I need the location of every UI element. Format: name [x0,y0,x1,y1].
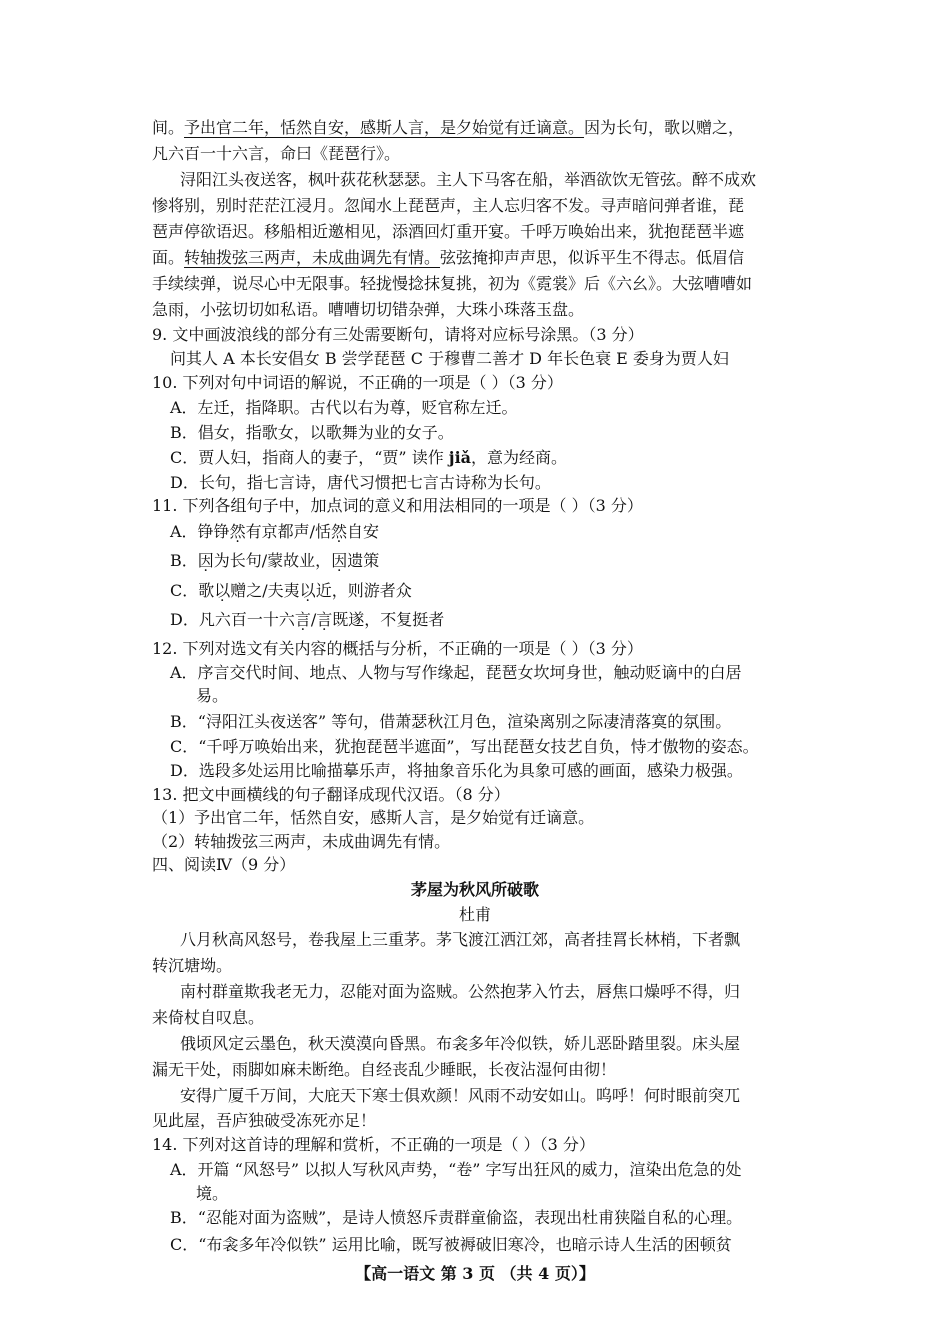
question-12-option-c: C．“千呼万唤始出来，犹抱琵琶半遮面”，写出琵琶女技艺自负，恃才傲物的姿态。 [170,737,759,756]
passage-line-8: 急雨，小弦切切如私语。嘈嘈切切错杂弹，大珠小珠落玉盘。 [152,300,585,319]
option-text: 近，则游者众 [315,581,412,600]
poem-line: 漏无干处，雨脚如麻未断绝。自经丧乱少睡眠，长夜沾湿何由彻！ [152,1060,617,1079]
passage-line-7: 手续续弹，说尽心中无限事。轻拢慢捻抹复挑，初为《霓裳》后《六幺》。大弦嘈嘈如 [152,274,753,293]
option-text: 赠之/夫夷 [230,581,300,600]
passage-line-2: 凡六百一十六言，命曰《琵琶行》。 [152,144,401,163]
question-10-option-a: A．左迁，指降职。古代以右为尊，贬官称左迁。 [170,398,518,417]
question-13-sentence-1: （1）予出官二年，恬然自安，感斯人言，是夕始觉有迁谪意。 [152,808,595,827]
poem-line: 安得广厦千万间，大庇天下寒士俱欢颜！风雨不动安如山。呜呼！何时眼前突兀 [180,1086,741,1105]
question-9-segmented-line: 问其人 A 本长安倡女 B 尝学琵琶 C 于穆曹二善才 D 年长色衰 E 委身为贾人妇 [170,349,729,368]
option-text: D．凡六百一十六 [170,610,295,629]
question-11-option-b [170,549,379,573]
question-10-stem: 10. 下列对句中词语的解说，不正确的一项是（ ）（3 分） [152,373,563,392]
passage-line-5: 琶声停欲语迟。移船相近邀相见，添酒回灯重开宴。千呼万唤始出来，犹抱琵琶半遮 [152,222,745,241]
passage-text: 弦弦掩抑声声思，似诉平生不得志。低眉信 [440,248,745,267]
poem-line: 俄顷风定云墨色，秋天漠漠向昏黑。布衾多年冷似铁，娇儿恶卧踏里裂。床头屋 [180,1034,741,1053]
poem-author: 杜甫 [458,905,491,924]
question-14-option-a-cont: 境。 [196,1184,229,1203]
passage-line-4: 惨将别，别时茫茫江浸月。忽闻水上琵琶声，主人忘归客不发。寻声暗问弹者谁，琵 [152,196,745,215]
poem-line: 转沉塘坳。 [152,956,233,975]
passage-line-1 [152,116,744,140]
question-11-stem: 11. 下列各组句子中，加点词的意义和用法相同的一项是（ ）（3 分） [152,496,643,515]
dotted-word: 以 [214,581,231,600]
pinyin: jiǎ [448,448,472,467]
question-10-option-c [170,446,567,470]
passage-text: 间。 [152,118,185,137]
poem-line: 南村群童欺我老无力，忍能对面为盗贼。公然抱茅入竹去，唇焦口燥呼不得，归 [180,982,741,1001]
option-text: C．歌 [170,581,215,600]
question-10-option-d: D．长句，指七言诗，唐代习惯把七言古诗称为长句。 [170,473,551,492]
option-text: 遗策 [347,551,380,570]
underlined-sentence-2: 转轴拨弦三两声，未成曲调先有情。 [184,248,441,267]
passage-line-3: 浔阳江头夜送客，枫叶荻花秋瑟瑟。主人下马客在船，举酒欲饮无管弦。醉不成欢 [180,170,757,189]
option-text: 有京都声/恬 [245,522,331,541]
dotted-word: 言 [316,610,333,629]
poem-line: 见此屋，吾庐独破受冻死亦足！ [152,1111,377,1130]
question-12-option-a-cont: 易。 [196,686,229,705]
question-10-option-b: B．倡女，指歌女，以歌舞为业的女子。 [170,423,454,442]
dotted-word: 言 [294,610,311,629]
option-text: 自安 [347,522,380,541]
option-text: C．贾人妇，指商人的妻子，“贾” 读作 [170,448,449,467]
option-text: B． [170,551,198,570]
dotted-word: 然 [330,522,347,541]
option-text: A．铮铮 [170,522,230,541]
passage-line-6 [152,246,744,270]
question-14-option-a: A．开篇 “风怒号” 以拟人写秋风声势，“卷” 字写出狂风的威力，渲染出危急的处 [170,1160,742,1179]
question-11-option-d [170,608,444,632]
option-text: ，意为经商。 [471,448,568,467]
poem-line: 八月秋高风怒号，卷我屋上三重茅。茅飞渡江洒江郊，高者挂罥长林梢，下者飘 [180,930,741,949]
question-12-stem: 12. 下列对选文有关内容的概括与分析，不正确的一项是（ ）（3 分） [152,639,643,658]
question-12-option-a: A．序言交代时间、地点、人物与写作缘起，琵琶女坎坷身世，触动贬谪中的白居 [170,663,742,682]
poem-line: 来倚杖自叹息。 [152,1008,265,1027]
passage-text: 因为长句，歌以赠之， [584,118,745,137]
question-9-stem: 9. 文中画波浪线的部分有三处需要断句，请将对应标号涂黑。（3 分） [152,325,644,344]
question-12-option-b: B．“浔阳江头夜送客” 等句，借萧瑟秋江月色，渲染离别之际凄清落寞的氛围。 [170,712,732,731]
dotted-word: 然 [229,522,246,541]
section-heading: 四、阅读Ⅳ（9 分） [152,855,296,874]
question-14-option-b: B．“忍能对面为盗贼”，是诗人愤怒斥责群童偷盗，表现出杜甫狭隘自私的心理。 [170,1208,743,1227]
dotted-word: 以 [299,581,316,600]
question-14-stem: 14. 下列对这首诗的理解和赏析，不正确的一项是（ ）（3 分） [152,1135,595,1154]
question-14-option-c: C．“布衾多年冷似铁” 运用比喻，既写被褥破旧寒冷，也暗示诗人生活的困顿贫 [170,1235,732,1254]
question-13-stem: 13. 把文中画横线的句子翻译成现代汉语。（8 分） [152,785,510,804]
poem-title: 茅屋为秋风所破歌 [410,880,539,899]
passage-text: 面。 [152,248,185,267]
option-text: / [310,610,317,629]
option-text: 既遂，不复挺者 [332,610,445,629]
page-footer: 【高一语文 第 3 页 （共 4 页）】 [355,1264,595,1283]
question-12-option-d: D．选段多处运用比喻描摹乐声，将抽象音乐化为具象可感的画面，感染力极强。 [170,761,743,780]
dotted-word: 因 [331,551,348,570]
underlined-sentence-1: 予出官二年，恬然自安，感斯人言，是夕始觉有迁谪意。 [184,118,585,137]
question-11-option-a [170,520,379,544]
dotted-word: 因 [197,551,214,570]
option-text: 为长句/蒙故业， [213,551,332,570]
question-11-option-c [170,579,412,603]
question-13-sentence-2: （2）转轴拨弦三两声，未成曲调先有情。 [152,832,451,851]
